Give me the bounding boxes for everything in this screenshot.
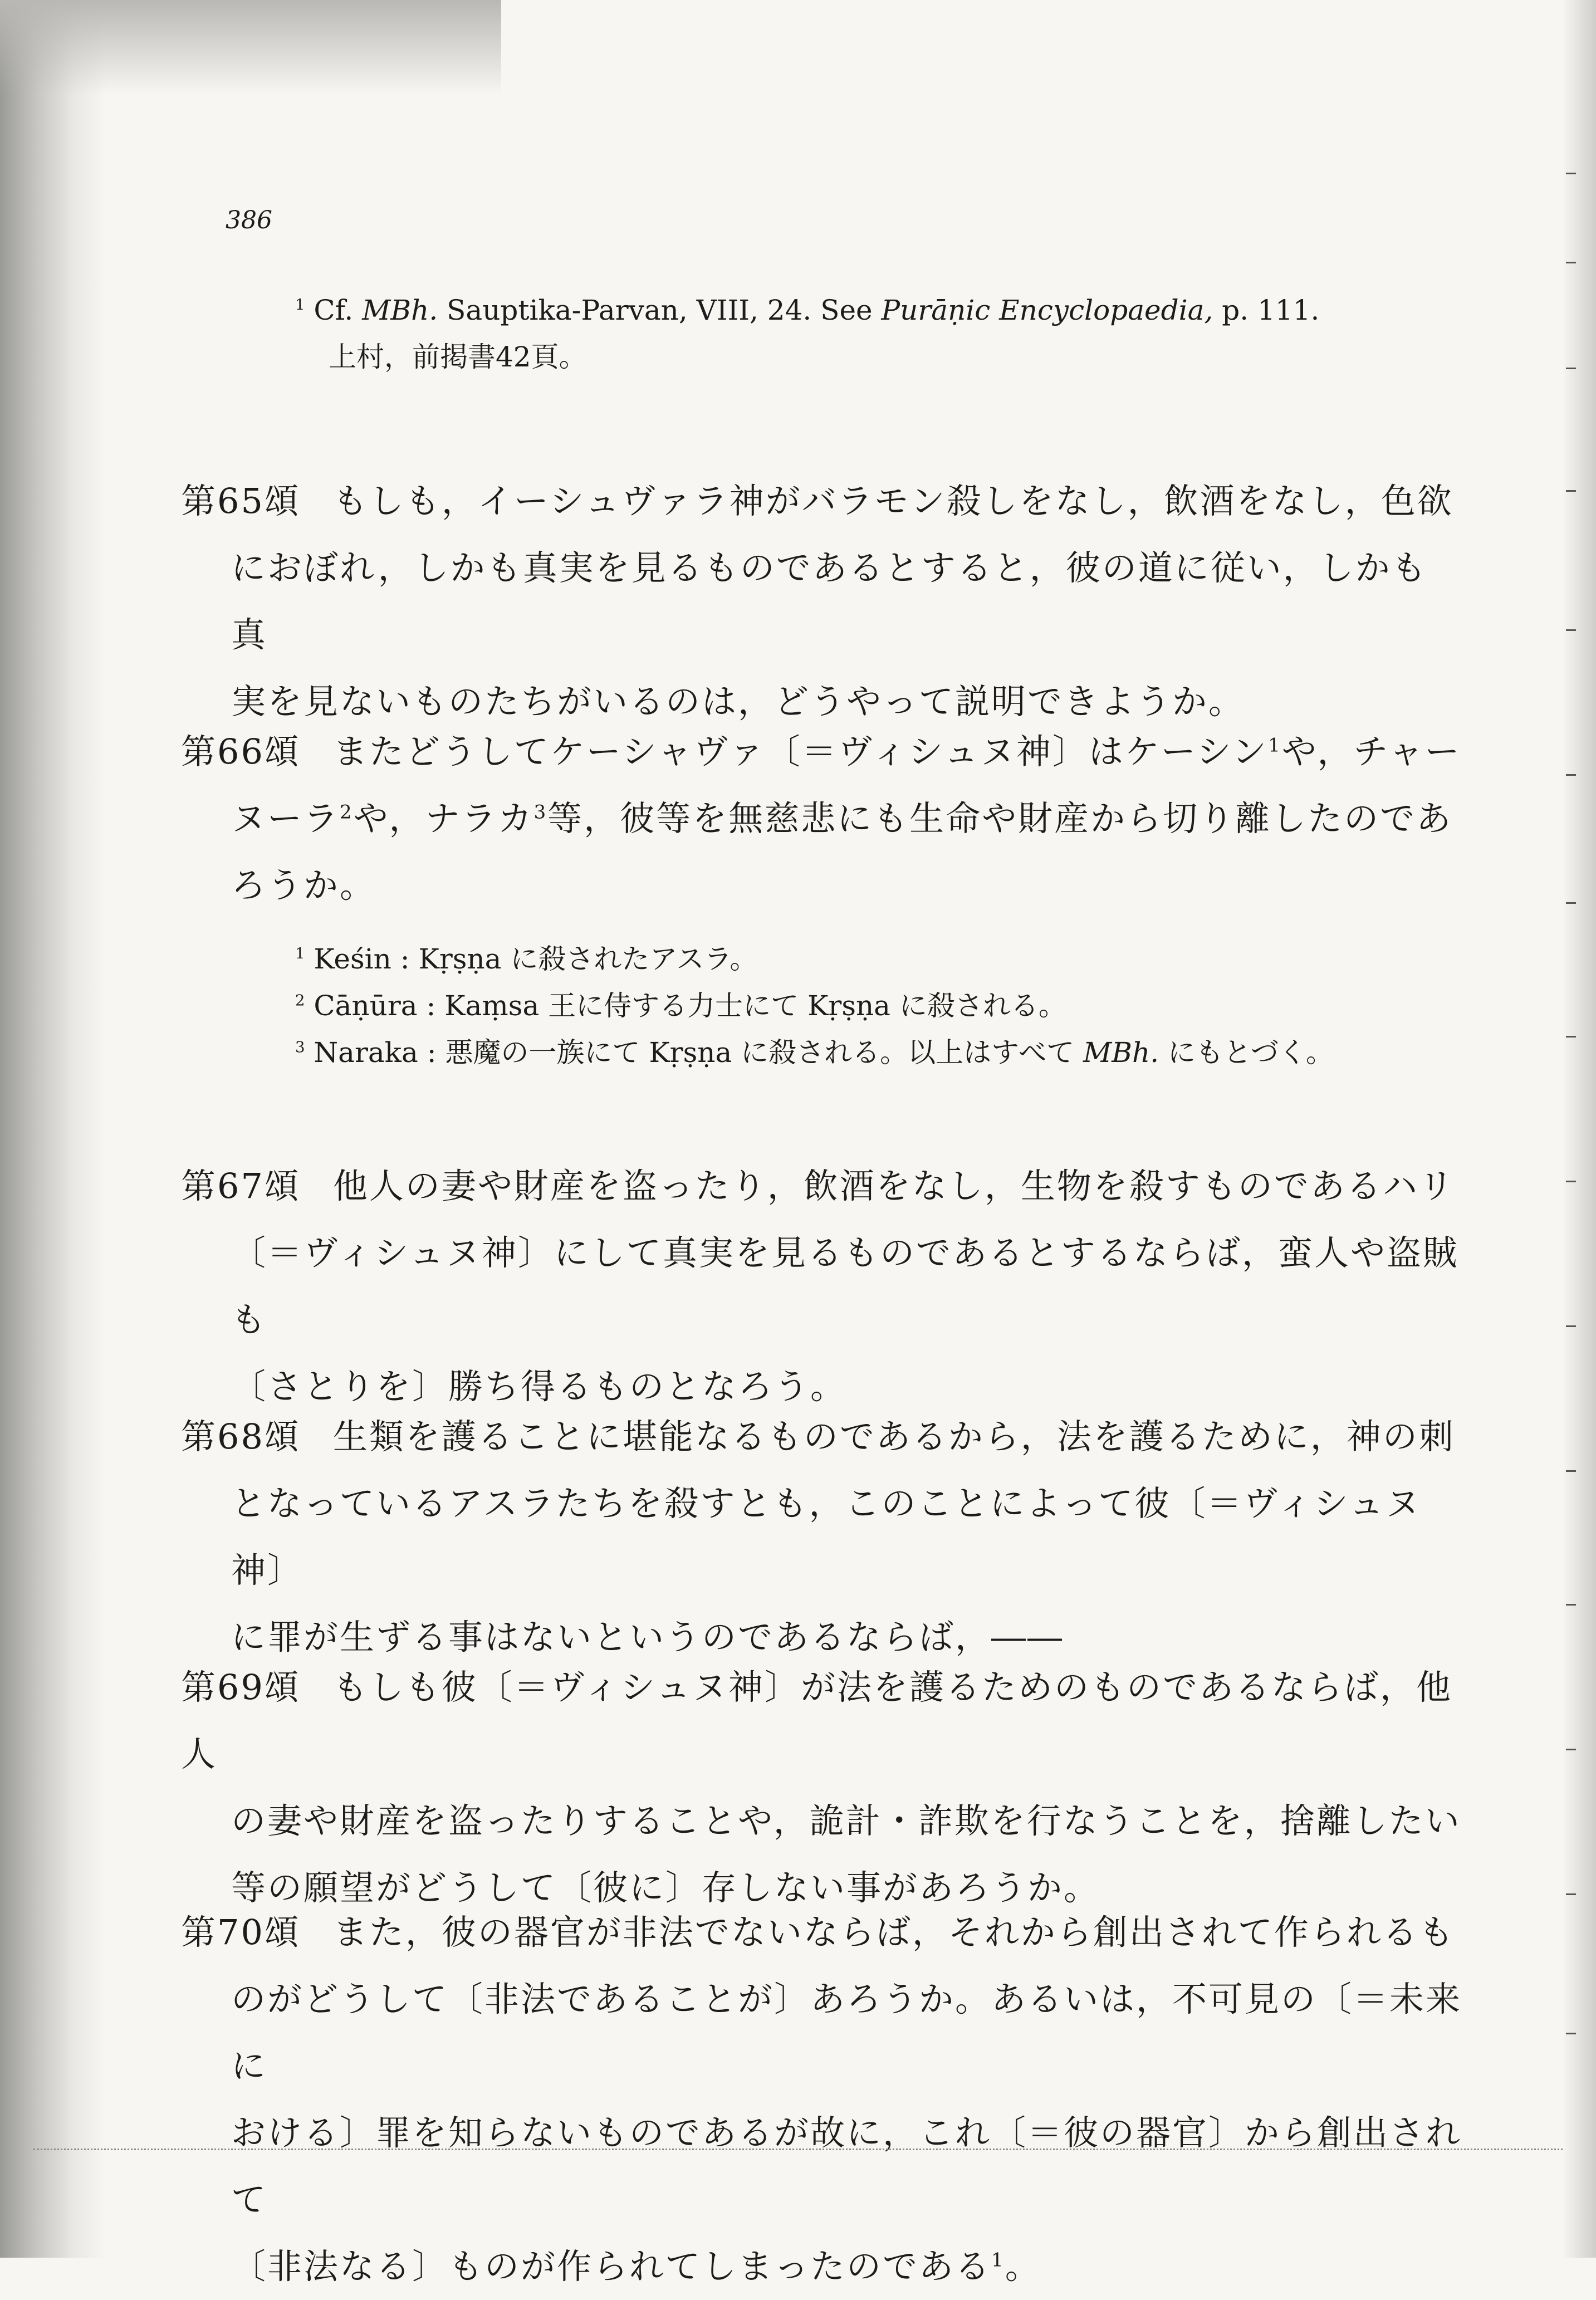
verse-text-line: 実を見ないものたちがいるのは，どうやって説明できようか。: [231, 681, 1245, 722]
verse-text-line: 〔さとりを〕勝ち得るものとなろう。: [231, 1366, 847, 1407]
margin-marks: [1565, 0, 1576, 2258]
verse-label: 第68頌: [181, 1416, 301, 1457]
verse-70: [181, 1899, 1462, 2300]
footnote-text: にもとづく。: [1159, 1036, 1334, 1069]
verse-69: [181, 1654, 1462, 1921]
top-footnote-line-2: 上村，前掲書42頁。: [329, 341, 587, 373]
verse-text-line: となっているアスラたちを殺すとも，このことによって彼〔＝ヴィシュヌ神〕: [231, 1483, 1422, 1591]
verse-label: 第69頌: [181, 1667, 301, 1707]
footnote-name: Naraka: [314, 1036, 418, 1069]
footnote-item: $^3$ Naraka : 悪魔の一族にて Kṛṣṇa に殺される。以上はすべて MBh. にもとづく。: [295, 1036, 1334, 1069]
footnote-marker: 2: [295, 991, 305, 1010]
footnote-item: $^1$ Keśin : Kṛṣṇa に殺されたアスラ。: [295, 943, 758, 975]
verse-text-line: におぼれ，しかも真実を見るものであるとすると，彼の道に従い，しかも真: [231, 547, 1428, 655]
verse-label: 第67頌: [181, 1166, 301, 1206]
verse-text: や，ナラカ: [353, 798, 534, 839]
footnote-text: p. 111.: [1213, 294, 1320, 326]
verse-text-line: [181, 785, 1462, 852]
footnote-name: Keśin: [314, 943, 391, 975]
footnote-text: Sauptika-Parvan, VIII, 24. See: [438, 294, 882, 326]
verse-text-line: や，チャー: [1281, 731, 1461, 772]
footnote-marker: 1: [295, 945, 305, 963]
verse-66: [181, 718, 1462, 919]
footnote-text-italic: Purāṇic Encyclopaedia,: [881, 294, 1213, 326]
verse-text-line: もしも，イーシュヴァラ神がバラモン殺しをなし，飲酒をなし，色欲: [332, 481, 1453, 521]
footnote-ref: 3: [533, 801, 548, 824]
verse-text-line: またどうしてケーシャヴァ〔＝ヴィシュヌ神〕はケーシン: [332, 731, 1269, 772]
verse-65: [181, 468, 1462, 735]
footnote-ref: 1: [991, 2249, 1005, 2272]
footnote-item: $^2$ Cāṇūra : Kaṃsa 王に侍する力士にて Kṛṣṇa に殺される。: [295, 990, 1066, 1022]
verse-text-line: もしも彼〔＝ヴィシュヌ神〕が法を護るためのものであるならば，他人: [181, 1667, 1452, 1774]
top-footnote-line-1: [295, 287, 1465, 334]
verse-text-line: 他人の妻や財産を盗ったり，飲酒をなし，生物を殺すものであるハリ: [332, 1166, 1455, 1206]
verse-text-line: また，彼の器官が非法でないならば，それから創出されて作られるも: [332, 1912, 1455, 1952]
footnote-text: Kṛṣṇa に殺されたアスラ。: [418, 943, 758, 975]
verse-text: 〔非法なる〕ものが作られてしまったのである: [231, 2246, 992, 2287]
footnote-name: Cāṇūra: [314, 990, 418, 1022]
verse-text-line: 〔＝ヴィシュヌ神〕にして真実を見るものであるとするならば，蛮人や盗賊も: [231, 1232, 1460, 1340]
verse-text-line: 等の願望がどうして〔彼に〕存しない事があろうか。: [231, 1867, 1100, 1908]
top-footnote: [295, 287, 1465, 380]
footnote-divider: [33, 2149, 1563, 2150]
verse-text-line: ろうか。: [231, 865, 376, 906]
footnote-text-italic: MBh.: [1083, 1036, 1159, 1069]
footnote-text: Cf.: [314, 294, 363, 326]
verse-text-line: のがどうして〔非法であることが〕あろうか。あるいは，不可見の〔＝未来に: [231, 1979, 1462, 2086]
footnote-marker: 3: [295, 1038, 305, 1056]
verse-66-footnotes: [295, 936, 1465, 1076]
verse-label: 第70頌: [181, 1912, 301, 1952]
verse-label: 第65頌: [181, 481, 301, 521]
verse-text: ヌーラ: [231, 798, 340, 839]
scan-shadow-top: [0, 0, 501, 95]
footnote-ref: 1: [1268, 734, 1282, 757]
scan-shadow-left: [0, 0, 106, 2258]
footnote-marker: 1: [295, 296, 305, 314]
verse-text-line: に罪が生ずる事はないというのであるならば，――: [231, 1617, 1064, 1657]
verse-68: [181, 1403, 1462, 1671]
footnote-text: 悪魔の一族にて Kṛṣṇa に殺される。以上はすべて: [445, 1036, 1084, 1069]
verse-text: 等，彼等を無慈悲にも生命や財産から切り離したのであ: [547, 798, 1453, 839]
verse-text-line: の妻や財産を盗ったりすることや，詭計・詐欺を行なうことを，捨離したい: [231, 1800, 1461, 1841]
verse-label: 第66頌: [181, 731, 301, 772]
page-number: 386: [226, 206, 272, 234]
footnote-text: Kaṃsa 王に侍する力士にて Kṛṣṇa に殺される。: [444, 990, 1066, 1022]
footnote-text-italic: MBh.: [362, 294, 438, 326]
verse-text-line: [181, 2233, 1462, 2300]
verse-text-line: 生類を護ることに堪能なるものであるから，法を護るために，神の刺: [332, 1416, 1455, 1457]
footnote-ref: 2: [340, 801, 354, 824]
verse-67: [181, 1153, 1462, 1420]
verse-text-line: おける〕罪を知らないものであるが故に，これ〔＝彼の器官〕から創出されて: [231, 2112, 1462, 2220]
verse-text: 。: [1005, 2246, 1041, 2287]
